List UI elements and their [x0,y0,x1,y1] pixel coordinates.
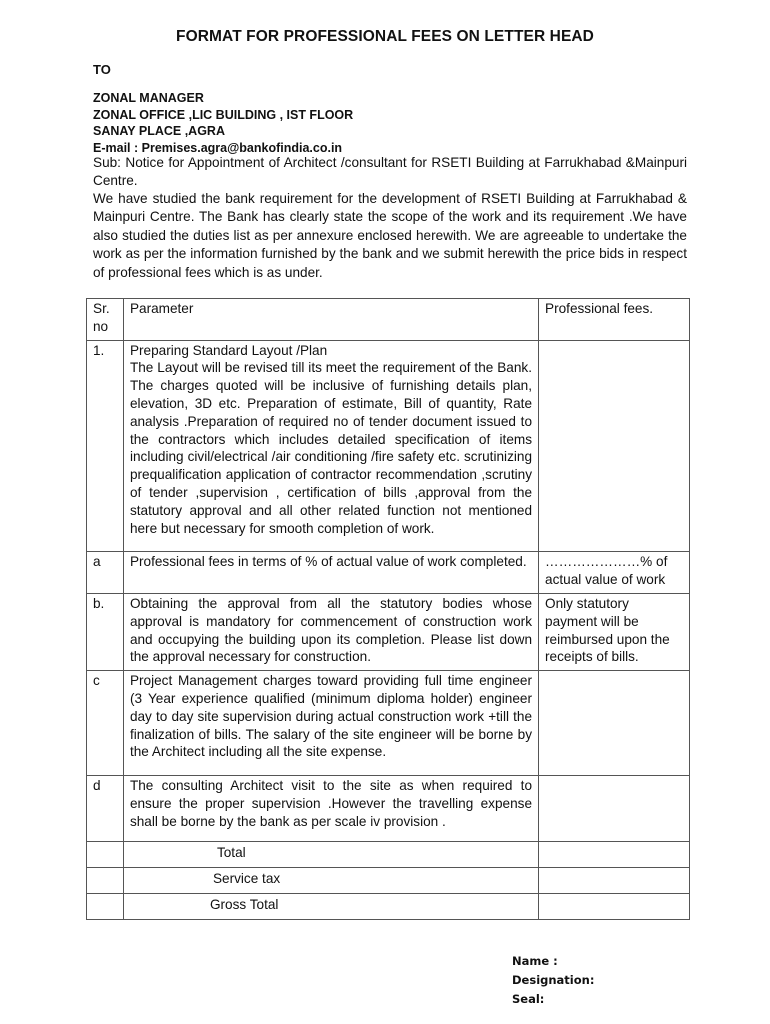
gross-total-value [539,893,690,919]
recipient-address [93,90,353,156]
row-parameter: Obtaining the approval from all the statutory bodies whose approval is mandatory for commencement of construction work and occupying the building upon its completion. Please list down the approval necessary for construction. [123,593,538,670]
row-parameter [123,671,538,776]
table-row [87,340,690,552]
row-parameter-description: The consulting Architect visit to the site as when required to ensure the proper supervision .However the travelling expense shall be borne by the bank as per scale iv provision . [129,778,533,829]
address-line-place: SANAY PLACE ,AGRA [93,124,225,138]
table-row [87,552,690,594]
row-sr: a [87,552,124,594]
table-row [87,776,690,841]
row-fees: …………………% of actual value of work [539,552,690,594]
document-title: FORMAT FOR PROFESSIONAL FEES ON LETTER HEAD [176,28,594,45]
row-parameter-description: Project Management charges toward providing full time engineer (3 Year experience qualified (minimum diploma holder) engineer day to day site supervision during actual construction work +till the finalization of bills. The salary of the site engineer will be borne by the Architect including all the site expense. [129,673,533,760]
signature-name-label: Name : [512,954,558,968]
to-label: TO [93,62,111,77]
row-fees [539,340,690,552]
service-tax-row [87,867,690,893]
table-row [87,671,690,776]
row-fees [539,671,690,776]
row-parameter-description: The Layout will be revised till its meet the requirement of the Bank. The charges quoted will be inclusive of furnishing details plan, elevation, 3D etc. Preparation of estimate, Bill of quantity, Rate analysis .Preparation of required no of tender document issued to the contractors which includes detailed specification of items including civil/electrical /air conditioning /fire safety etc. scrutinizing prequalification application of contractor recommendation ,scrutiny of tender ,supervision , certification of bills ,approval from the statutory approval and all other related function not mentioned here but necessary for smooth completion of work. [129,360,533,536]
row-parameter-description: Professional fees in terms of % of actual value of work completed. [129,554,527,570]
row-parameter-title: Preparing Standard Layout /Plan [129,342,328,358]
service-tax-value [539,867,690,893]
total-row [87,841,690,867]
subject-line: Sub: Notice for Appointment of Architect /consultant for RSETI Building at Farrukhabad &Mainpuri Centre. [93,155,687,189]
header-professional-fees: Professional fees. [539,299,690,341]
row-sr: 1. [87,340,124,552]
gross-total-row [87,893,690,919]
row-parameter [123,552,538,594]
signature-block [512,952,594,1009]
address-email: E-mail : Premises.agra@bankofindia.co.in [93,140,343,155]
row-sr: d [87,776,124,841]
row-fees: Only statutory payment will be reimbursed upon the receipts of bills. [539,593,690,670]
row-parameter [123,340,538,552]
address-line-recipient: ZONAL MANAGER [93,91,204,105]
row-sr: c [87,671,124,776]
signature-seal-label: Seal: [512,992,545,1006]
total-label: Total [123,841,538,867]
row-sr: b. [87,593,124,670]
service-tax-label: Service tax [123,867,538,893]
address-line-office: ZONAL OFFICE ,LIC BUILDING , IST FLOOR [93,107,354,122]
intro-paragraph: We have studied the bank requirement for the development of RSETI Building at Farrukhabad & Mainpuri Centre. The Bank has clearly state the scope of the work and its requirement .We have also studied the duties list as per annexure enclosed herewith. We are agreeable to undertake the work as per the information furnished by the bank and we submit herewith the price bids in respect of professional fees which is as under. [93,191,687,280]
row-fees [539,776,690,841]
table-header-row [87,299,690,341]
fees-table [86,298,690,920]
table-row [87,593,690,670]
signature-designation-label: Designation: [512,973,595,987]
row-parameter [123,776,538,841]
header-parameter: Parameter [123,299,538,341]
header-sr-no: Sr. no [87,299,124,341]
gross-total-label: Gross Total [123,893,538,919]
total-value [539,841,690,867]
